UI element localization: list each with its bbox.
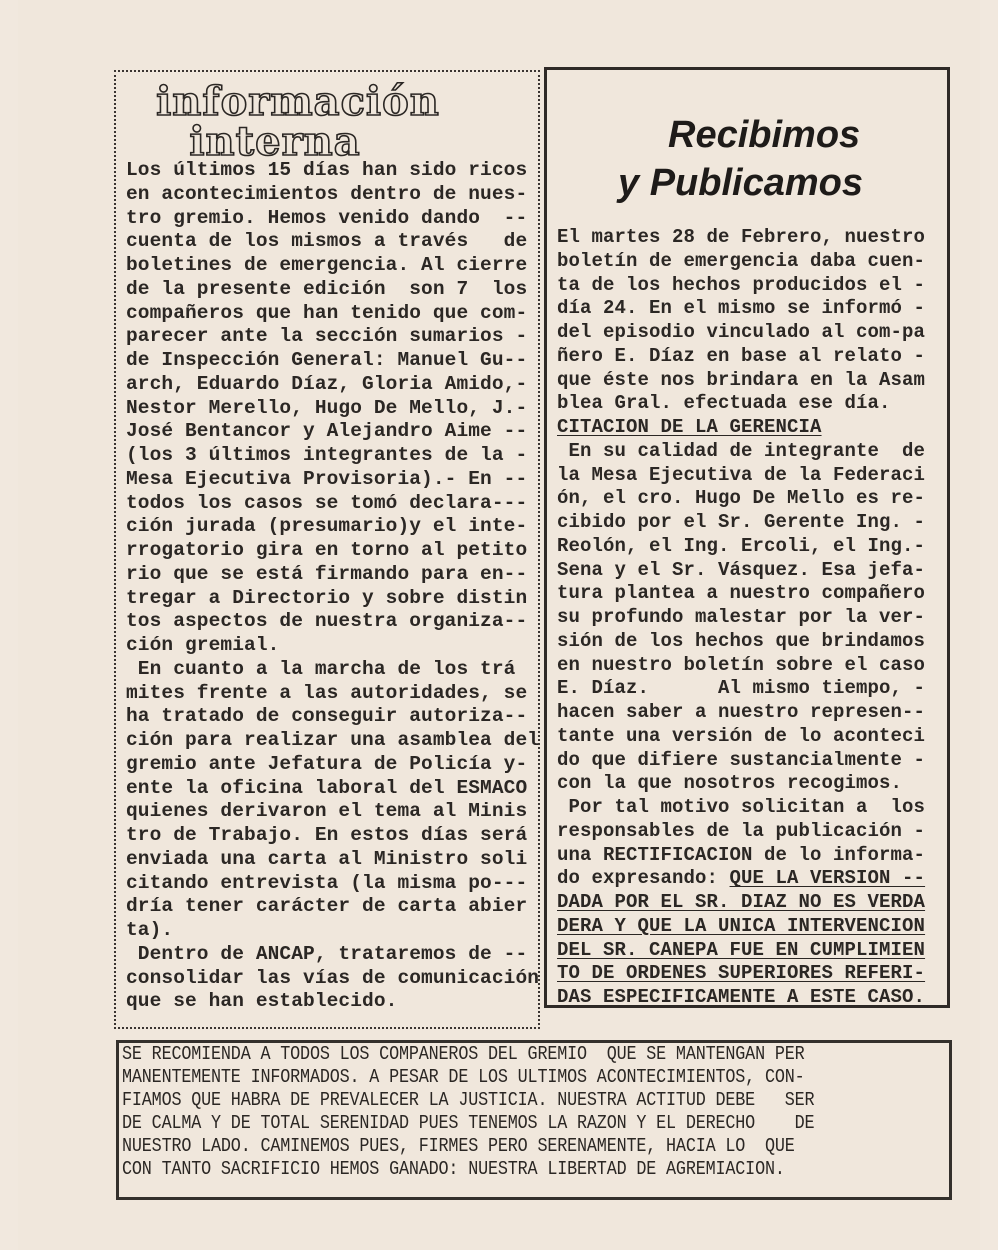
text-segment: tante una versión de lo aconteci (557, 724, 926, 747)
text-line (557, 250, 925, 274)
text-segment: Sena y el Sr. Vásquez. Esa jefa- (557, 558, 926, 581)
text-line (557, 297, 925, 321)
section-title-publicamos: y Publicamos (618, 162, 863, 204)
text-line: cuenta de los mismos a través de (126, 230, 528, 253)
text-line (557, 416, 925, 440)
text-line: consolidar las vías de comunicación (126, 966, 540, 989)
underlined-text: DADA POR EL SR. DIAZ NO ES VERDA (557, 891, 926, 913)
underlined-text: DAS ESPECIFICAMENTE A ESTE CASO. (557, 986, 926, 1008)
text-line: enviada una carta al Ministro soli (126, 847, 528, 870)
text-segment: boletín de emergencia daba cuen- (557, 249, 926, 272)
text-segment: su profundo malestar por la ver- (557, 606, 926, 628)
text-line (557, 986, 925, 1010)
text-line: ción para realizar una asamblea del (126, 729, 540, 751)
text-line (557, 559, 925, 583)
text-segment: con la que nosotros recogimos. (557, 772, 903, 795)
text-line: arch, Eduardo Díaz, Gloria Amido,- (126, 372, 528, 395)
text-segment: do expresando: (557, 867, 730, 890)
text-line (557, 487, 925, 511)
text-segment: do que difiere sustancialmente - (557, 748, 926, 771)
text-line (557, 725, 925, 749)
text-line: todos los casos se tomó declara--- (126, 491, 528, 514)
text-line: tregar a Directorio y sobre distin (126, 586, 528, 609)
text-segment: blea Gral. efectuada ese día. (557, 392, 891, 415)
text-line (557, 772, 925, 796)
text-line (557, 535, 925, 559)
text-line: citando entrevista (la misma po--- (126, 871, 528, 894)
text-line: de la presente edición son 7 los (126, 277, 528, 300)
text-segment: ta de los hechos producidos el - (557, 273, 926, 296)
text-line (557, 677, 925, 701)
text-line: DE CALMA Y DE TOTAL SERENIDAD PUES TENEMOS LA RAZON Y EL DERECHO DE (122, 1112, 815, 1134)
text-segment: una RECTIFICACION de lo informa- (557, 843, 926, 866)
text-line (557, 511, 925, 535)
text-line: mites frente a las autoridades, se (126, 681, 528, 704)
underlined-text: CITACION DE LA GERENCIA (557, 416, 822, 438)
underlined-text: DERA Y QUE LA UNICA INTERVENCION (557, 914, 926, 937)
text-line (557, 749, 925, 773)
text-segment: en nuestro boletín sobre el caso (557, 653, 926, 676)
text-line (557, 582, 925, 606)
text-line: CON TANTO SACRIFICIO HEMOS GANADO: NUESTRA LIBERTAD DE AGREMIACION. (122, 1158, 785, 1180)
text-line: (los 3 últimos integrantes de la - (126, 444, 528, 466)
text-line (557, 939, 925, 963)
text-line (557, 630, 925, 654)
section-title-interna: interna (189, 118, 361, 165)
text-line: rrogatorio gira en torno al petito (126, 539, 528, 561)
text-line: dría tener carácter de carta abier (126, 895, 528, 918)
text-line: MANENTEMENTE INFORMADOS. A PESAR DE LOS ULTIMOS ACONTECIMIENTOS, CON- (122, 1066, 805, 1088)
text-line: ta). (126, 919, 174, 941)
text-segment: cibido por el Sr. Gerente Ing. - (557, 511, 926, 533)
text-line (557, 392, 925, 416)
text-line: FIAMOS QUE HABRA DE PREVALECER LA JUSTICIA. NUESTRA ACTITUD DEBE SER (122, 1089, 815, 1111)
text-segment: En su calidad de integrante de (557, 439, 926, 462)
text-segment: tura plantea a nuestro compañero (557, 582, 926, 605)
underlined-text: QUE LA VERSION -- (729, 867, 926, 890)
text-line: ente la oficina laboral del ESMACO (126, 776, 528, 799)
text-line: ha tratado de conseguir autoriza-- (126, 705, 528, 728)
text-line: tro de Trabajo. En estos días será (126, 824, 528, 846)
text-line (557, 796, 925, 820)
informacion-interna-body (126, 159, 539, 1014)
recibimos-body (557, 226, 925, 1010)
text-segment: ón, el cro. Hugo De Mello es re- (557, 487, 926, 510)
text-line: tos aspectos de nuestra organiza-- (126, 610, 528, 633)
text-segment: responsables de la publicación - (557, 819, 926, 842)
text-line (557, 369, 925, 393)
text-line: Los últimos 15 días han sido ricos (126, 159, 528, 181)
text-segment: que éste nos brindara en la Asam (557, 368, 926, 391)
text-line (557, 440, 925, 464)
text-line: NUESTRO LADO. CAMINEMOS PUES, FIRMES PERO SERENAMENTE, HACIA LO QUE (122, 1135, 795, 1157)
text-line: quienes derivaron el tema al Minis (126, 800, 528, 823)
text-line: ción jurada (presumario)y el inte- (126, 515, 528, 538)
text-line (557, 606, 925, 630)
text-line: ción gremial. (126, 634, 280, 656)
text-line: SE RECOMIENDA A TODOS LOS COMPANEROS DEL GREMIO QUE SE MANTENGAN PER (122, 1043, 805, 1065)
text-line (557, 321, 925, 345)
text-line: En cuanto a la marcha de los trá (126, 657, 516, 680)
text-segment: del episodio vinculado al com-pa (557, 321, 926, 343)
underlined-text: DEL SR. CANEPA FUE EN CUMPLIMIEN (557, 938, 926, 961)
text-line (557, 867, 925, 891)
text-line (557, 915, 925, 939)
text-line: rio que se está firmando para en-- (126, 562, 528, 585)
text-line (557, 654, 925, 678)
text-line (557, 962, 925, 986)
text-line: compañeros que han tenido que com- (126, 301, 528, 324)
section-title-recibimos: Recibimos (668, 114, 861, 156)
text-segment: la Mesa Ejecutiva de la Federaci (557, 463, 926, 486)
text-segment: E. Díaz. Al mismo tiempo, - (557, 677, 926, 700)
text-line (557, 464, 925, 488)
text-line (557, 345, 925, 369)
text-line: en acontecimientos dentro de nues- (126, 182, 528, 205)
text-segment: Por tal motivo solicitan a los (557, 796, 926, 818)
text-segment: hacen saber a nuestro represen-- (557, 701, 926, 723)
text-line: Nestor Merello, Hugo De Mello, J.- (126, 396, 528, 419)
text-line: Dentro de ANCAP, trataremos de -- (126, 942, 528, 965)
text-line: de Inspección General: Manuel Gu-- (126, 349, 528, 371)
text-line (557, 820, 925, 844)
text-line: boletines de emergencia. Al cierre (126, 254, 528, 276)
text-line (557, 844, 925, 868)
text-segment: ñero E. Díaz en base al relato - (557, 344, 926, 367)
text-line (557, 274, 925, 298)
text-line: Mesa Ejecutiva Provisoria).- En -- (126, 467, 528, 490)
text-segment: sión de los hechos que brindamos (557, 629, 926, 652)
text-segment: día 24. En el mismo se informó - (557, 297, 926, 320)
text-line: parecer ante la sección sumarios - (126, 325, 528, 348)
text-line: José Bentancor y Alejandro Aime -- (126, 420, 528, 443)
section-title-informacion: información (156, 78, 440, 125)
text-line (557, 701, 925, 725)
text-line (557, 226, 925, 250)
text-line (557, 891, 925, 915)
text-segment: El martes 28 de Febrero, nuestro (557, 226, 926, 248)
text-segment: Reolón, el Ing. Ercoli, el Ing.- (557, 534, 926, 557)
text-line: que se han establecido. (126, 990, 398, 1013)
text-line: tro gremio. Hemos venido dando -- (126, 206, 528, 229)
underlined-text: TO DE ORDENES SUPERIORES REFERI- (557, 962, 926, 985)
recommendation-body (122, 1043, 927, 1181)
text-line: gremio ante Jefatura de Policía y- (126, 752, 528, 775)
